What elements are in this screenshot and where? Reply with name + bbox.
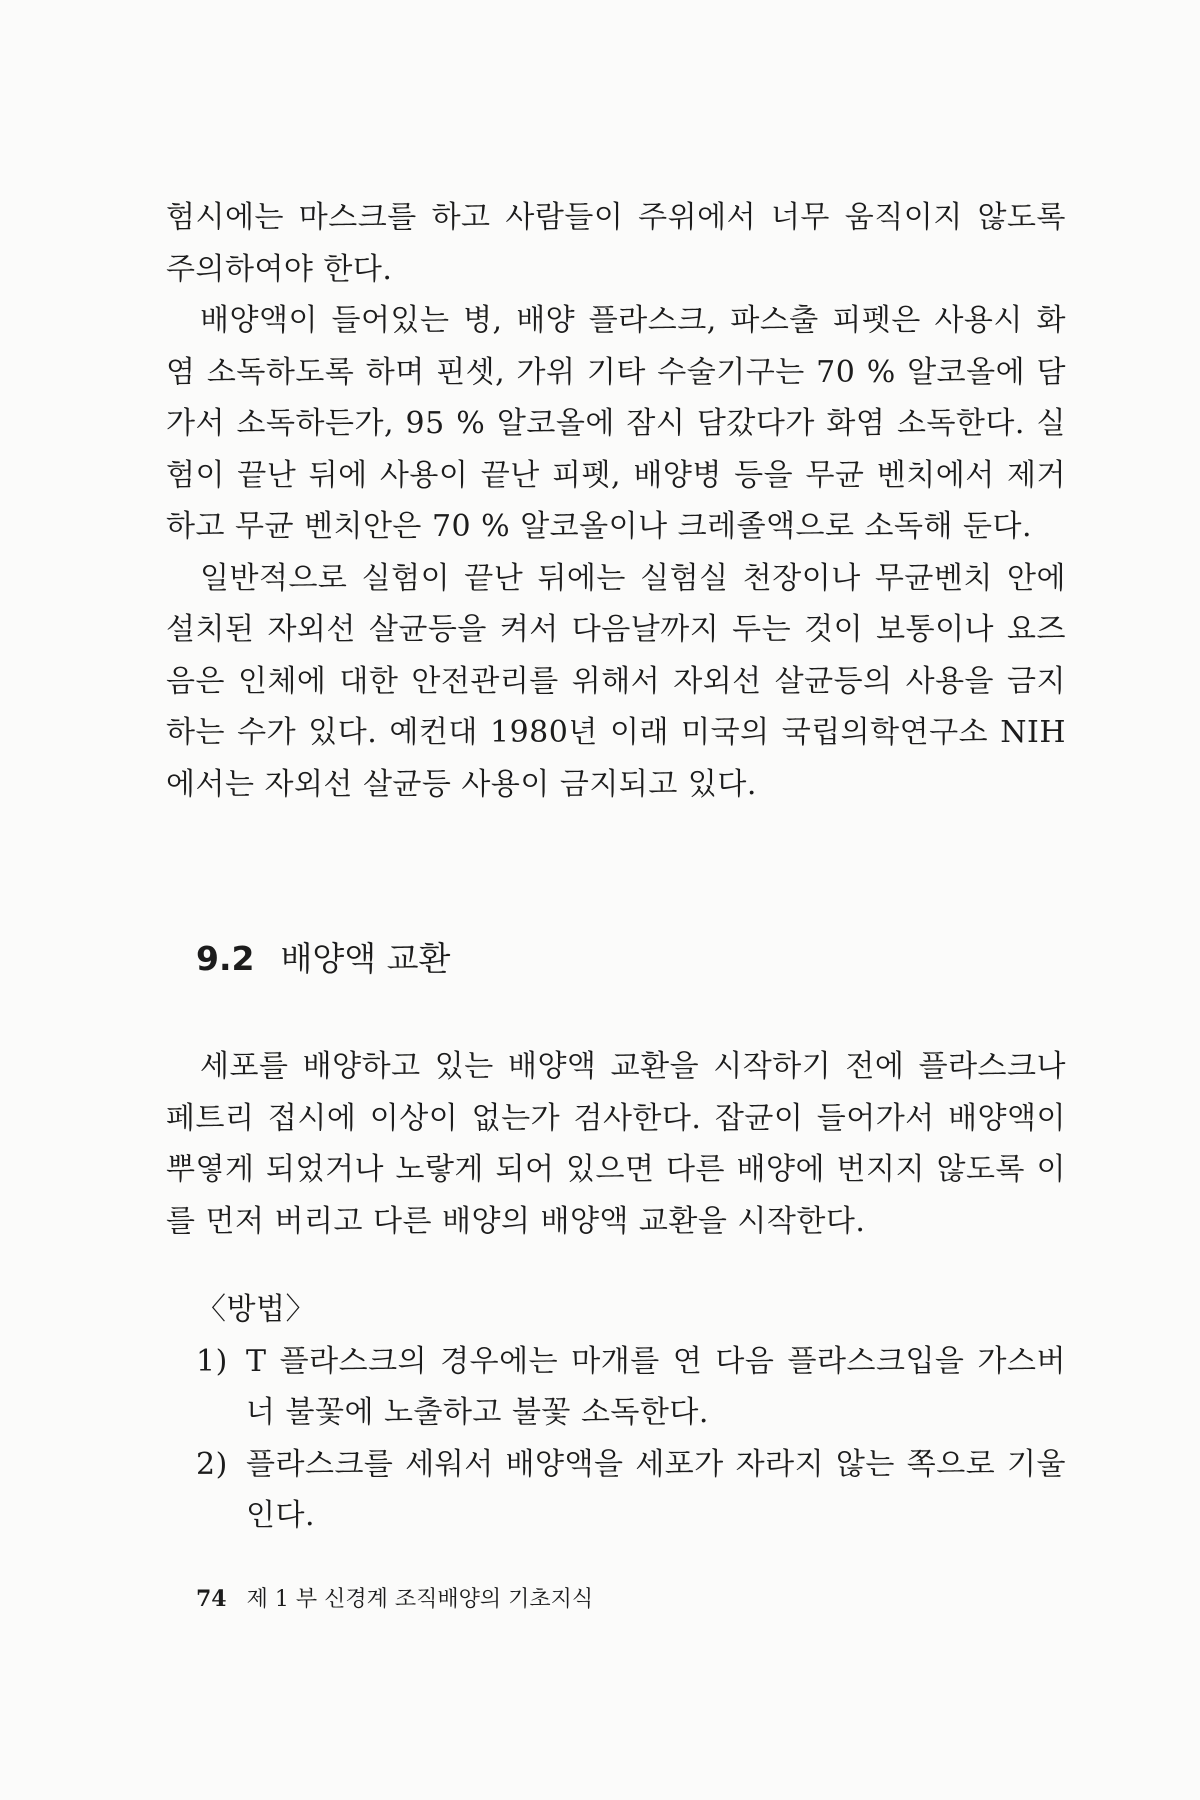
method-steps	[166, 1336, 1066, 1542]
method-heading: 〈방법〉	[196, 1292, 316, 1327]
step-text: T 플라스크의 경우에는 마개를 연 다음 플라스크입을 가스버너 불꽃에 노출하고 불꽃 소독한다.	[246, 1343, 1066, 1430]
section-title: 배양액 교환	[280, 939, 451, 978]
step-number: 1)	[196, 1343, 228, 1379]
paragraph-sterilization: 배양액이 들어있는 병, 배양 플라스크, 파스출 피펫은 사용시 화염 소독하도록 하며 핀셋, 가위 기타 수술기구는 70 % 알코올에 담가서 소독하든가, 95 % 알코올에 잠시 담갔다가 화염 소독한다. 실험이 끝난 뒤에 사용이 끝난 피펫, 배양병 등을 무균 벤치에서 제거하고 무균 벤치안은 70 % 알코올이나 크레졸액으로 소독해 둔다.	[166, 303, 1066, 544]
page-number: 74	[196, 1586, 227, 1612]
page-footer	[196, 1584, 593, 1615]
paragraph-continuation: 험시에는 마스크를 하고 사람들이 주위에서 너무 움직이지 않도록 주의하여야 한다.	[166, 200, 1066, 287]
text-block-lower	[166, 1041, 1066, 1247]
method-section	[166, 1284, 1066, 1542]
text-block-upper	[166, 192, 1066, 810]
section-heading	[196, 934, 450, 984]
list-item	[166, 1336, 1066, 1439]
paragraph-medium-exchange: 세포를 배양하고 있는 배양액 교환을 시작하기 전에 플라스크나 페트리 접시에 이상이 없는가 검사한다. 잡균이 들어가서 배양액이 뿌옇게 되었거나 노랗게 되어 있으면 다른 배양에 번지지 않도록 이를 먼저 버리고 다른 배양의 배양액 교환을 시작한다.	[166, 1049, 1066, 1239]
running-title: 제 1 부 신경계 조직배양의 기초지식	[246, 1587, 594, 1612]
section-number: 9.2	[196, 939, 255, 978]
paragraph-uv-lamp: 일반적으로 실험이 끝난 뒤에는 실험실 천장이나 무균벤치 안에 설치된 자외선 살균등을 켜서 다음날까지 두는 것이 보통이나 요즈음은 인체에 대한 안전관리를 위해서 자외선 살균등의 사용을 금지하는 수가 있다. 예컨대 1980년 이래 미국의 국립의학연구소 NIH에서는 자외선 살균등 사용이 금지되고 있다.	[166, 560, 1066, 802]
step-number: 2)	[196, 1446, 228, 1482]
step-text: 플라스크를 세워서 배양액을 세포가 자라지 않는 쪽으로 기울인다.	[246, 1446, 1066, 1533]
list-item	[166, 1439, 1066, 1542]
